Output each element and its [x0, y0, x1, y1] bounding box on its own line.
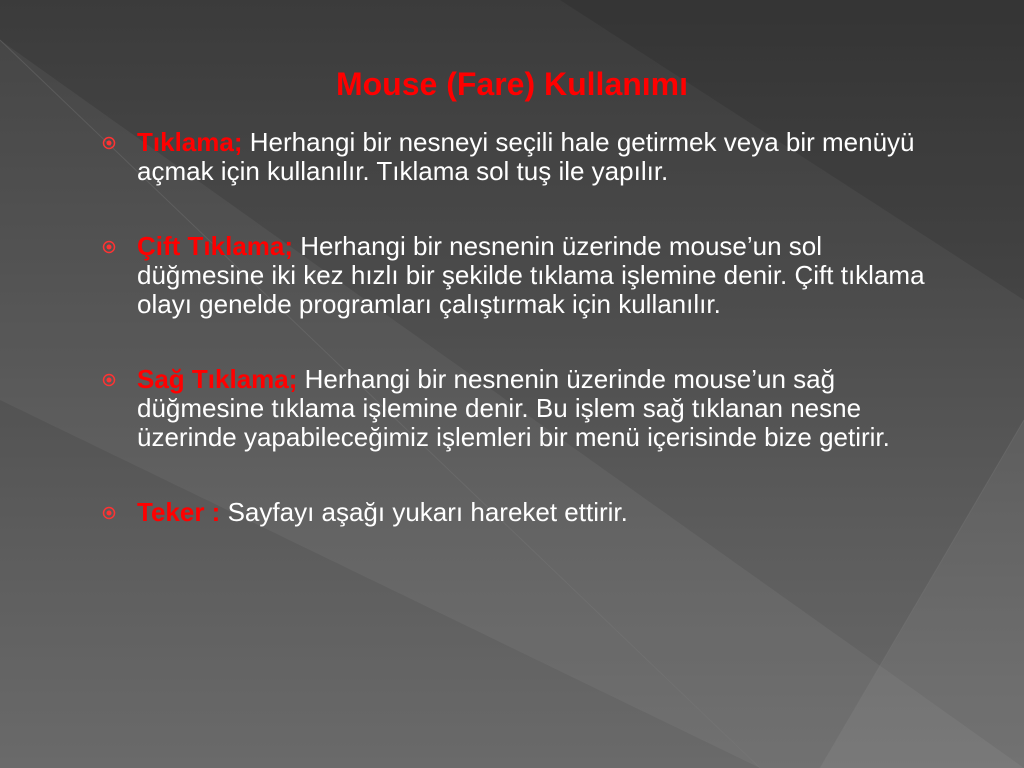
circled-dot-icon [102, 136, 116, 150]
bullet-text: Herhangi bir nesneyi seçili hale getirmek veya bir menüyü açmak için kullanılır. Tıklama sol tuş ile yapılır. [137, 127, 915, 186]
bullet-term: Çift Tıklama; [137, 231, 294, 261]
bullet-item-cift-tiklama [96, 232, 946, 319]
bullet-text: Herhangi bir nesnenin üzerinde mouse’un sağ düğmesine tıklama işlemine denir. Bu işlem sağ tıklanan nesne üzerinde yapabileceğimiz işlemleri bir menü içerisinde bize getirir. [137, 364, 890, 452]
bullet-text: Sayfayı aşağı yukarı hareket ettirir. [227, 497, 628, 527]
bullet-text: Herhangi bir nesnenin üzerinde mouse’un sol düğmesine iki kez hızlı bir şekilde tıklama işlemine denir. Çift tıklama olayı genelde programları çalıştırmak için kullanılır. [137, 231, 925, 319]
circled-dot-icon [102, 240, 116, 254]
bullet-item-tiklama [96, 128, 946, 186]
slide-title: Mouse (Fare) Kullanımı [335, 66, 689, 102]
bullet-term: Sağ Tıklama; [137, 364, 298, 394]
bullet-list [96, 128, 946, 527]
bullet-term: Tıklama; [137, 127, 243, 157]
bullet-item-teker [96, 498, 946, 527]
circled-dot-icon [102, 373, 116, 387]
circled-dot-icon [102, 506, 116, 520]
bullet-item-sag-tiklama [96, 365, 946, 452]
bullet-term: Teker : [137, 497, 221, 527]
